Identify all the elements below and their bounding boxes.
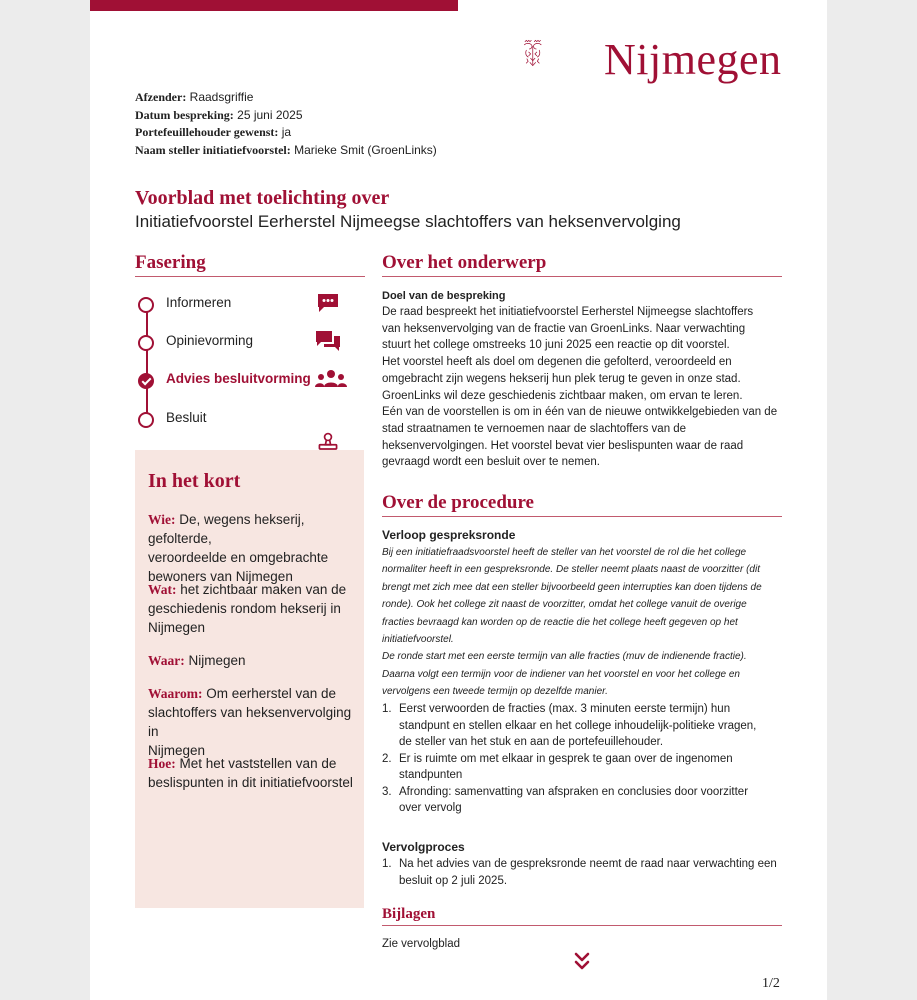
phase-informeren (138, 295, 348, 315)
top-accent-bar (90, 0, 458, 11)
phase-label: Opinievorming (166, 333, 254, 348)
chevron-double-down-icon[interactable] (571, 950, 593, 972)
vervolg-steps (382, 856, 782, 889)
page-number: 1/2 (762, 976, 780, 991)
procedure-intro: Bij een initiatiefraadsvoorstel heeft de steller van het voorstel de rol die het college normaliter heeft in een gespreksronde. De steller neemt plaats naast de voorzitter (dit brengt met zich mee dat een steller bijvoorbeeld geen interrupties kan doen tijdens de ronde). Ook het college zit naast de voorzitter, omdat het college vanuit de overige fracties bevraagd kan worden op de reactie die het college heeft gegeven op het initiatiefvoorstel. De ronde start met een eerste termijn van alle fracties (muv de indienende fractie). Daarna volgt een termijn voor de indiener van het voorstel en voor het college en vervolgens een tweede termijn op dezelfde manier. (382, 547, 762, 698)
list-item: 3. Afronding: samenvatting van afspraken en conclusies door voorzitter over vervolg (382, 785, 749, 814)
phase-label: Informeren (166, 295, 232, 310)
kort-item-wie: Wie: De, wegens hekserij, gefolterde, veroordeelde en omgebrachte bewoners van Nijmegen (148, 512, 329, 584)
phase-done-check-icon (138, 373, 154, 389)
phase-label: Besluit (166, 410, 207, 425)
bijlagen-text: Zie vervolgblad (382, 938, 460, 950)
list-item: 1. Na het advies van de gespreksronde neemt de raad naar verwachting een besluit op 2 juli 2025. (382, 858, 777, 887)
phase-besluit (138, 410, 348, 430)
bijlagen-heading: Bijlagen (382, 906, 782, 926)
document-meta (135, 89, 437, 160)
onderwerp-heading: Over het onderwerp (382, 252, 782, 277)
in-het-kort-panel (135, 450, 364, 908)
verloop-subheading: Verloop gespreksronde (382, 528, 516, 542)
chat-bubbles-icon (314, 330, 342, 352)
phase-advies-besluitvorming (138, 371, 348, 391)
vervolg-subheading: Vervolgproces (382, 840, 465, 854)
nijmegen-crest-icon (522, 10, 602, 96)
page-title: Voorblad met toelichting over (135, 187, 390, 209)
people-group-icon (314, 368, 348, 390)
logo-wordmark: Nijmegen (604, 35, 782, 84)
meta-row: Naam steller initiatiefvoorstel: Marieke Smit (GroenLinks) (135, 143, 437, 158)
kort-item-waarom: Waarom: Om eerherstel van de slachtoffers van heksenvervolging in Nijmegen (148, 686, 352, 758)
fasering-heading: Fasering (135, 252, 365, 277)
document-page (90, 0, 827, 1000)
procedure-steps (382, 701, 782, 817)
phase-status-circle (138, 297, 154, 313)
meta-row: Portefeuillehouder gewenst: ja (135, 125, 292, 140)
kort-heading: In het kort (148, 470, 241, 492)
page-subtitle: Initiatiefvoorstel Eerherstel Nijmeegse slachtoffers van heksenvervolging (135, 212, 681, 231)
phase-status-circle (138, 335, 154, 351)
list-item: 1. Eerst verwoorden de fracties (max. 3 minuten eerste termijn) hun standpunt en stellen elkaar en het college inhoudelijk-politieke vragen, de steller van het stuk en aan de portefeuillehouder. (382, 703, 757, 748)
meta-row: Afzender: Raadsgriffie (135, 90, 254, 104)
phase-opinievorming (138, 333, 348, 353)
chat-dots-icon (314, 292, 342, 314)
onderwerp-body: De raad bespreekt het initiatiefvoorstel Eerherstel Nijmeegse slachtoffers van heksenvervolging van de fractie van GroenLinks. Naar verwachting stuurt het college omstreeks 10 juni 2025 een reactie op dit voorstel. Het voorstel heeft als doel om degenen die gefolterd, veroordeeld en omgebracht zijn wegens hekserij hun plek terug te geven in onze stad. GroenLinks wil deze geschiedenis zichtbaar maken, om ervan te leren. Eén van de voorstellen is om in één van de nieuwe ontwikkelgebieden van de stad straatnamen te vernoemen naar de slachtoffers van de heksenvervolgingen. Het voorstel bevat vier beslispunten waar de raad gevraagd wordt een besluit over te nemen. (382, 306, 778, 469)
procedure-heading: Over de procedure (382, 492, 782, 517)
kort-item-hoe: Hoe: Met het vaststellen van de beslispunten in dit initiatiefvoorstel (148, 756, 353, 790)
kort-item-waar: Waar: Nijmegen (148, 653, 246, 668)
kort-item-wat: Wat: het zichtbaar maken van de geschiedenis rondom hekserij in Nijmegen (148, 582, 347, 635)
list-item: 2. Er is ruimte om met elkaar in gesprek te gaan over de ingenomen standpunten (382, 752, 733, 781)
meta-row: Datum bespreking: 25 juni 2025 (135, 107, 303, 122)
phase-label: Advies besluitvorming (166, 371, 311, 386)
doel-subheading: Doel van de bespreking (382, 290, 506, 302)
phase-status-circle (138, 412, 154, 428)
